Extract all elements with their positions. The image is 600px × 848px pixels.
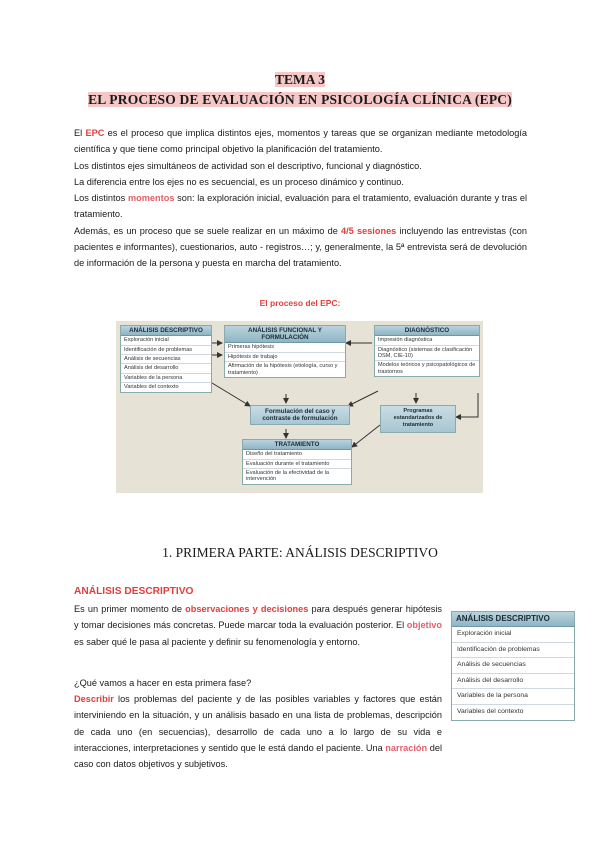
box-diagnostico-title: DIAGNÓSTICO: [375, 326, 479, 336]
section-p1: Es un primer momento de observaciones y decisiones para después generar hipótesis y tomar decisiones más concretas. Puede marcar toda la evaluación posterior. El objetivo es saber qué le pasa al paciente y definir su fenomenología y entorno.: [74, 604, 442, 647]
sidebox-item: Identificación de problemas: [452, 643, 574, 659]
box-tratamiento-item: Evaluación durante el tratamiento: [243, 460, 351, 469]
section-question: ¿Qué vamos a hacer en esta primera fase?: [74, 678, 252, 688]
sidebox-item: Análisis del desarrollo: [452, 674, 574, 690]
box-funcional-item: Primeras hipótesis: [225, 343, 345, 352]
arrow-loop: [456, 393, 478, 417]
epc-diagram: [116, 321, 483, 493]
arrow-diag-form: [348, 391, 378, 406]
intro-text: [74, 125, 527, 272]
section-heading: 1. PRIMERA PARTE: ANÁLISIS DESCRIPTIVO: [162, 545, 438, 560]
box-descriptivo-item: Variables de la persona: [121, 374, 211, 383]
box-diagnostico-item: Modelos teóricos y psicopatológicos de trastornos: [378, 362, 476, 375]
box-descriptivo-item: Variables del contexto: [124, 384, 179, 391]
section-p2: Describir los problemas del paciente y de las posibles variables y factores que están interviniendo en la situación, y un análisis basado en una lista de problemas, descripción de cada uno (en secuencias), desarrollo de cada uno a lo largo de su vida e interacciones, interpretaciones y sentido que le está dando el paciente. Una narración del caso con datos objetivos y subjetivos.: [74, 694, 442, 770]
box-formulacion-title: Formulación del caso y contraste de formulación: [262, 408, 338, 423]
box-diagnostico-item: Impresión diagnóstica: [375, 336, 479, 345]
box-diagnostico: [374, 325, 480, 377]
box-programas-title: Programas estandarizados de tratamiento: [393, 408, 443, 429]
box-descriptivo-item: Análisis de secuencias: [121, 355, 211, 364]
intro-p3: La diferencia entre los ejes no es secuencial, es un proceso dinámico y continuo.: [74, 176, 404, 187]
page-title: EL PROCESO DE EVALUACIÓN EN PSICOLOGÍA CLÍNICA (EPC): [88, 92, 512, 107]
sidebox-item: Variables del contexto: [457, 707, 524, 715]
box-descriptivo-item: Análisis del desarrollo: [121, 364, 211, 373]
box-funcional-title: ANÁLISIS FUNCIONAL Y FORMULACIÓN: [225, 326, 345, 343]
box-descriptivo: [120, 325, 212, 393]
intro-p5: Además, es un proceso que se suele realizar en un máximo de 4/5 sesiones incluyendo las entrevistas (con pacientes e informantes), cuestionarios, auto - registros…; y, generalmente, la 5ª entrevista será de devolución de información de la persona y puesta en marcha del tratamiento.: [74, 225, 527, 269]
sidebox-item: Exploración inicial: [452, 627, 574, 643]
arrow-prog-trat: [352, 425, 380, 447]
section-label: ANÁLISIS DESCRIPTIVO: [74, 586, 194, 597]
box-tratamiento-item: Evaluación de la efectividad de la intervención: [246, 470, 330, 483]
box-funcional-item: Hipótesis de trabajo: [225, 353, 345, 362]
box-tratamiento-title: TRATAMIENTO: [243, 440, 351, 450]
box-descriptivo-item: Identificación de problemas: [121, 346, 211, 355]
box-funcional: [224, 325, 346, 378]
box-diagnostico-item: Diagnóstico (sistemas de clasificación DSM, CIE-10): [375, 346, 479, 362]
box-tratamiento: [242, 439, 352, 485]
sidebox-item: Análisis de secuencias: [452, 658, 574, 674]
box-descriptivo-item: Exploración inicial: [121, 336, 211, 345]
box-tratamiento-item: Diseño del tratamiento: [243, 450, 351, 459]
diagram-caption: El proceso del EPC:: [259, 298, 341, 308]
box-funcional-item: Afirmación de la hipótesis (etiología, curso y tratamiento): [228, 363, 338, 376]
tema-title: TEMA 3: [275, 72, 325, 87]
arrow-desc-form: [212, 383, 250, 406]
sidebox-descriptivo: [451, 611, 575, 721]
box-programas: [380, 405, 456, 433]
intro-p4: Los distintos momentos son: la exploración inicial, evaluación para el tratamiento, evaluación durante y tras el tratamiento.: [74, 193, 527, 220]
intro-p1: El EPC es el proceso que implica distintos ejes, momentos y tareas que se organizan mediante metodología científica y que tiene como principal objetivo la planificación del tratamiento.: [74, 128, 527, 155]
intro-p2: Los distintos ejes simultáneos de actividad son el descriptivo, funcional y diagnóstico.: [74, 160, 422, 171]
box-formulacion: [250, 405, 350, 425]
box-descriptivo-title: ANÁLISIS DESCRIPTIVO: [121, 326, 211, 336]
sidebox-title: ANÁLISIS DESCRIPTIVO: [452, 612, 574, 627]
sidebox-item: Variables de la persona: [452, 689, 574, 705]
